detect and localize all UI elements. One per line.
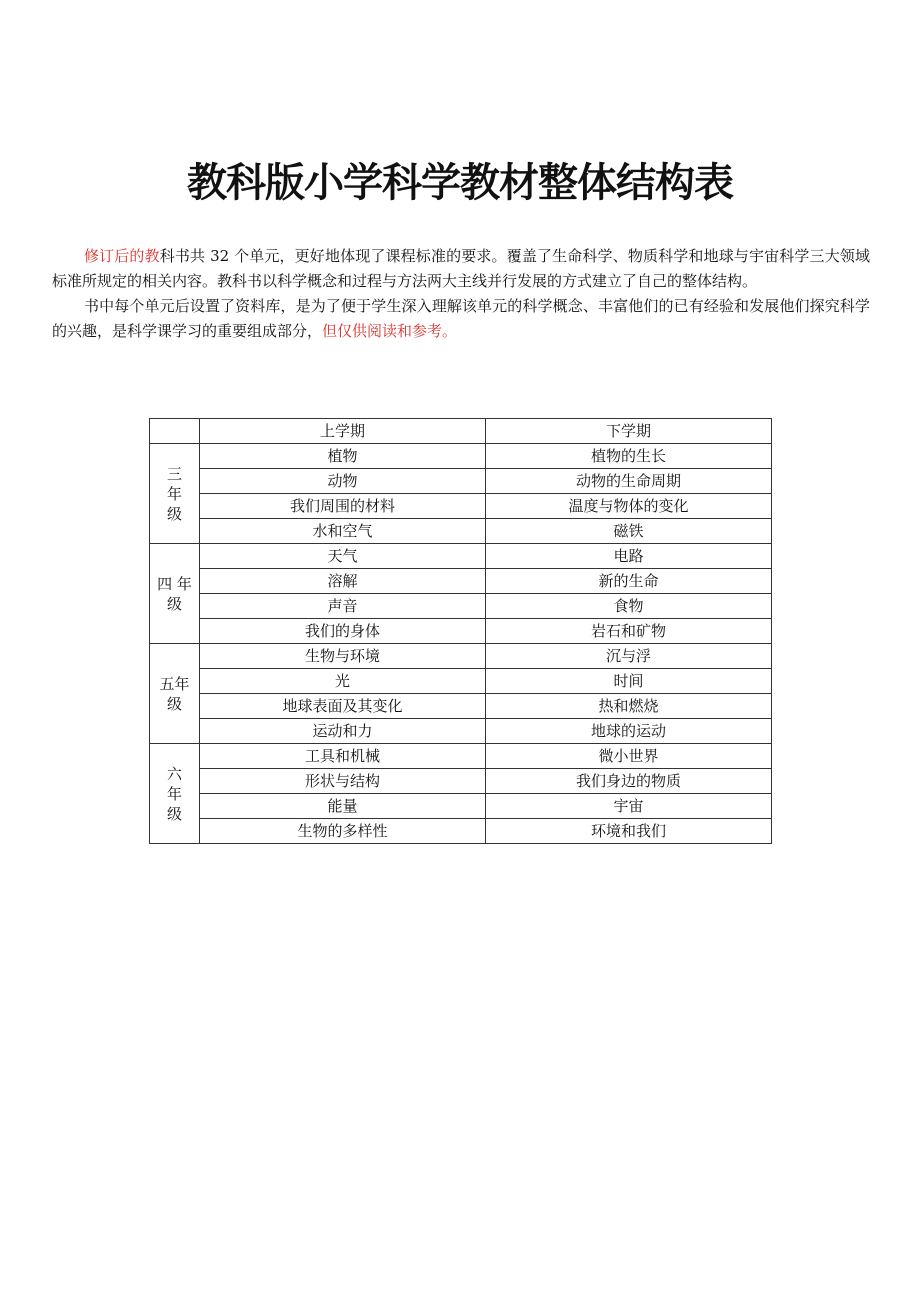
first-term-unit: 能量 bbox=[200, 794, 486, 819]
table-row bbox=[150, 569, 772, 594]
second-term-unit: 我们身边的物质 bbox=[486, 769, 772, 794]
grade-cell bbox=[150, 744, 200, 844]
first-term-unit: 动物 bbox=[200, 469, 486, 494]
highlighted-text: 修订后的教 bbox=[84, 247, 160, 265]
second-term-unit: 环境和我们 bbox=[486, 819, 772, 844]
second-term-unit: 磁铁 bbox=[486, 519, 772, 544]
table-row bbox=[150, 819, 772, 844]
grade-label: 六年级 bbox=[166, 764, 182, 823]
header-second-term: 下学期 bbox=[486, 419, 772, 444]
grade-label: 五年级 bbox=[159, 674, 190, 713]
first-term-unit: 天气 bbox=[200, 544, 486, 569]
table-row bbox=[150, 769, 772, 794]
first-term-unit: 我们周围的材料 bbox=[200, 494, 486, 519]
second-term-unit: 沉与浮 bbox=[486, 644, 772, 669]
intro-paragraph-2 bbox=[52, 294, 870, 344]
table-row bbox=[150, 494, 772, 519]
second-term-unit: 电路 bbox=[486, 544, 772, 569]
grade-cell bbox=[150, 444, 200, 544]
intro-paragraph-1 bbox=[52, 244, 870, 294]
first-term-unit: 生物与环境 bbox=[200, 644, 486, 669]
table-header-row bbox=[150, 419, 772, 444]
first-term-unit: 形状与结构 bbox=[200, 769, 486, 794]
header-first-term: 上学期 bbox=[200, 419, 486, 444]
table-row bbox=[150, 644, 772, 669]
second-term-unit: 食物 bbox=[486, 594, 772, 619]
corner-cell bbox=[150, 419, 200, 444]
table-row bbox=[150, 794, 772, 819]
paragraph-text: 书中每个单元后设置了资料库，是为了便于学生深入理解该单元的科学概念、丰富他们的已有经验和发展他们探究科学的兴趣，是科学课学习的重要组成部分， bbox=[52, 297, 870, 340]
table-row bbox=[150, 594, 772, 619]
table-row bbox=[150, 544, 772, 569]
table-row bbox=[150, 744, 772, 769]
first-term-unit: 声音 bbox=[200, 594, 486, 619]
first-term-unit: 光 bbox=[200, 669, 486, 694]
table-row bbox=[150, 694, 772, 719]
intro-text bbox=[52, 244, 870, 344]
second-term-unit: 动物的生命周期 bbox=[486, 469, 772, 494]
page-title: 教科版小学科学教材整体结构表 bbox=[187, 160, 733, 206]
second-term-unit: 热和燃烧 bbox=[486, 694, 772, 719]
first-term-unit: 我们的身体 bbox=[200, 619, 486, 644]
first-term-unit: 水和空气 bbox=[200, 519, 486, 544]
first-term-unit: 植物 bbox=[200, 444, 486, 469]
grade-cell bbox=[150, 544, 200, 644]
second-term-unit: 时间 bbox=[486, 669, 772, 694]
second-term-unit: 植物的生长 bbox=[486, 444, 772, 469]
grade-cell bbox=[150, 644, 200, 744]
table-row bbox=[150, 469, 772, 494]
paragraph-text: 科书共 32 个单元，更好地体现了课程标准的要求。覆盖了生命科学、物质科学和地球与宇宙科学三大领域标准所规定的相关内容。教科书以科学概念和过程与方法两大主线并行发展的方式建立了自己的整体结构。 bbox=[52, 247, 870, 290]
grade-label: 三年级 bbox=[166, 464, 182, 523]
table-row bbox=[150, 619, 772, 644]
first-term-unit: 工具和机械 bbox=[200, 744, 486, 769]
table-row bbox=[150, 669, 772, 694]
table-row bbox=[150, 444, 772, 469]
curriculum-table bbox=[149, 418, 772, 844]
first-term-unit: 地球表面及其变化 bbox=[200, 694, 486, 719]
first-term-unit: 运动和力 bbox=[200, 719, 486, 744]
second-term-unit: 微小世界 bbox=[486, 744, 772, 769]
first-term-unit: 溶解 bbox=[200, 569, 486, 594]
second-term-unit: 宇宙 bbox=[486, 794, 772, 819]
second-term-unit: 岩石和矿物 bbox=[486, 619, 772, 644]
second-term-unit: 温度与物体的变化 bbox=[486, 494, 772, 519]
grade-label: 四 年级 bbox=[157, 574, 192, 613]
highlighted-text: 但仅供阅读和参考。 bbox=[322, 322, 458, 340]
table-row bbox=[150, 519, 772, 544]
second-term-unit: 新的生命 bbox=[486, 569, 772, 594]
second-term-unit: 地球的运动 bbox=[486, 719, 772, 744]
table-row bbox=[150, 719, 772, 744]
first-term-unit: 生物的多样性 bbox=[200, 819, 486, 844]
